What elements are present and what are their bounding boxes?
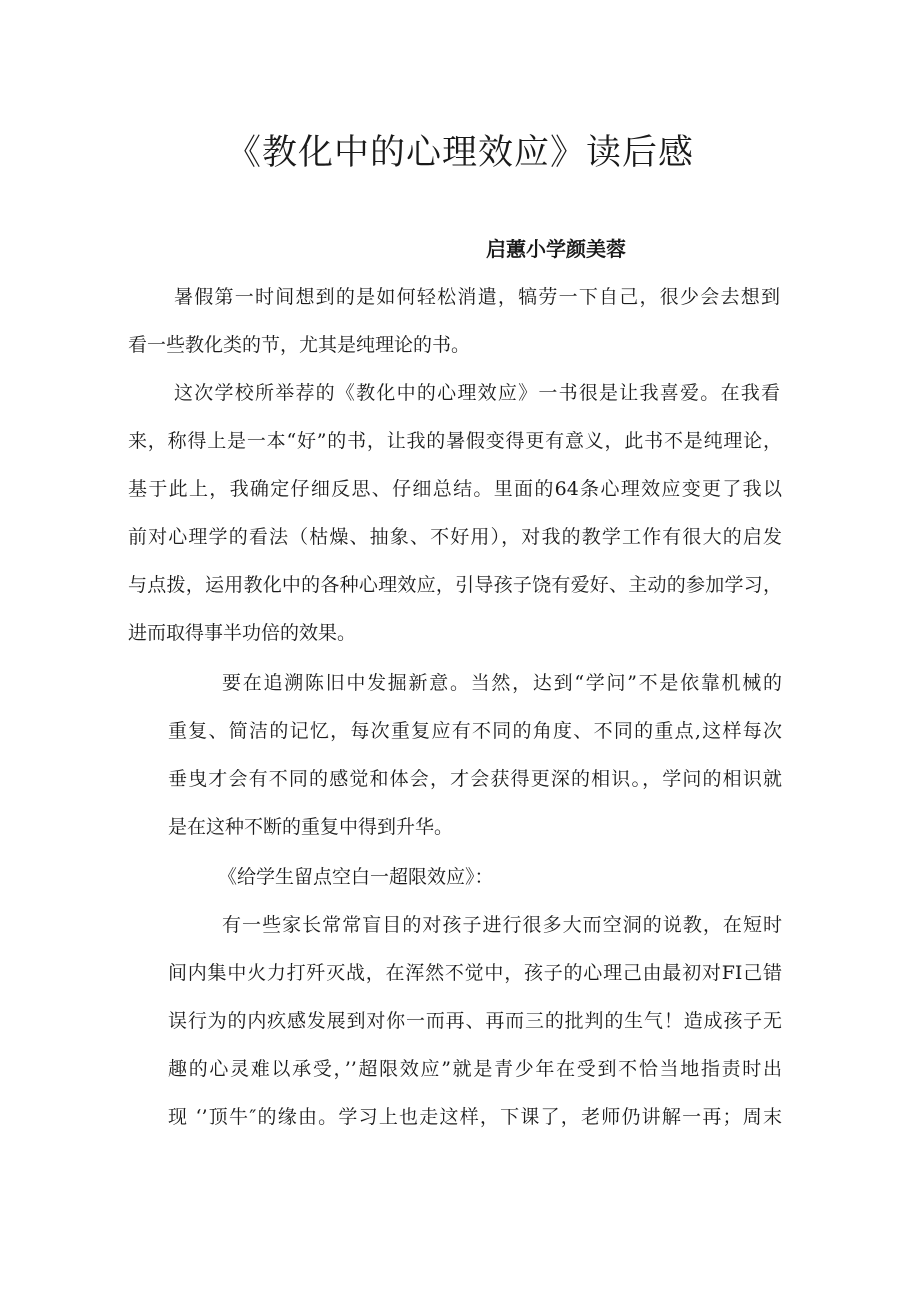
paragraph-4-line-2: 间内集中火力打歼灭战，在浑然不觉中，孩子的心理己由最初对FI己错	[168, 962, 782, 984]
paragraph-2-line-4: 前对心理学的看法（枯燥、抽象、不好用），对我的教学工作有很大的启发	[128, 526, 782, 548]
paragraph-2-line-5: 与点拨，运用教化中的各种心理效应，引导孩子饶有爱好、主动的参加学习，	[128, 574, 782, 596]
paragraph-4-line-3: 误行为的内疚感发展到对你一而再、再而三的批判的生气！造成孩子无	[168, 1010, 782, 1032]
paragraph-2-line-3: 基于此上，我确定仔细反思、仔细总结。里面的64条心理效应变更了我以	[128, 478, 782, 500]
paragraph-2-line-6: 进而取得事半功倍的效果。	[128, 622, 357, 644]
author-line: 启蕙小学颜美蓉	[486, 237, 626, 261]
paragraph-3-line-2: 重复、简洁的记忆，每次重复应有不同的角度、不同的重点,这样每次	[168, 720, 782, 742]
paragraph-1-line-2: 看一些教化类的节，尤其是纯理论的书。	[128, 334, 471, 356]
paragraph-4-line-5: 现 ‘’顶牛″的缘由。学习上也走这样，下课了，老师仍讲解一再；周末	[168, 1106, 782, 1128]
paragraph-2-line-2: 来，称得上是一本“好”的书，让我的暑假变得更有意义，此书不是纯理论，	[128, 430, 782, 452]
page-title: 《教化中的心理效应》读后感	[225, 133, 694, 173]
paragraph-3-line-4: 是在这种不断的重复中得到升华。	[168, 816, 454, 838]
paragraph-4-line-4: 趣的心灵难以承受，’’超限效应”就是青少年在受到不恰当地指责时出	[168, 1058, 782, 1080]
paragraph-3-line-1: 要在追溯陈旧中发掘新意。当然，达到“学问”不是依靠机械的	[222, 672, 782, 694]
paragraph-2-line-1: 这次学校所举荐的《教化中的心理效应》一书很是让我喜爱。在我看	[174, 382, 780, 404]
paragraph-3-line-3: 垂曳才会有不同的感觉和体会，才会获得更深的相识。，学问的相识就	[168, 768, 782, 790]
paragraph-1-line-1: 暑假第一时间想到的是如何轻松消遣，犒劳一下自己，很少会去想到	[174, 286, 780, 308]
section-heading: 《给学生留点空白一超限效应》：	[218, 866, 494, 888]
paragraph-4-line-1: 有一些家长常常盲目的对孩子进行很多大而空洞的说教，在短时	[222, 914, 782, 936]
